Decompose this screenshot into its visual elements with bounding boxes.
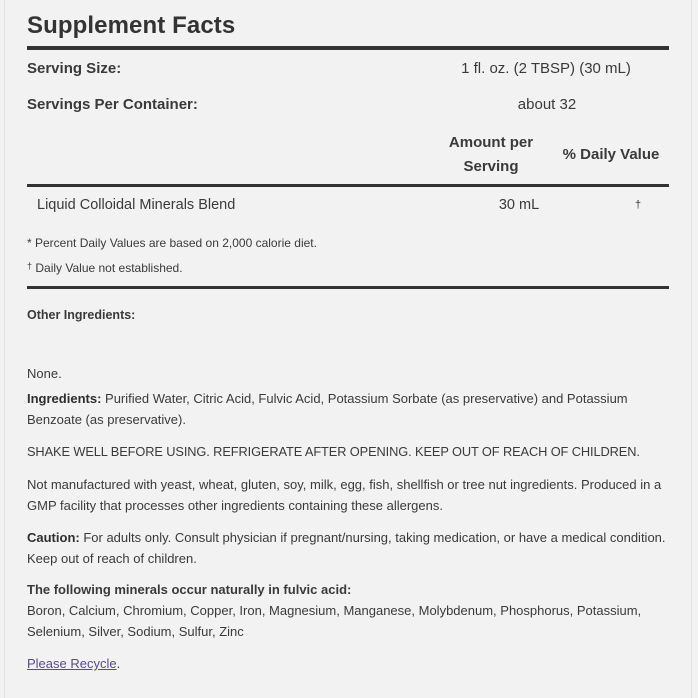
allergen-statement: Not manufactured with yeast, wheat, gluten, soy, milk, egg, fish, shellfish or tree nut ingredients. Produced in a GMP facility that processes other ingredients containing these allergens.	[27, 477, 662, 513]
ingredient-daily-value: †	[634, 199, 642, 211]
serving-size-row	[27, 60, 669, 80]
recycle-line	[27, 653, 669, 674]
table-header-rule	[27, 184, 669, 187]
minerals-list: Boron, Calcium, Chromium, Copper, Iron, Magnesium, Manganese, Molybdenum, Phosphorus, Potassium, Selenium, Silver, Sodium, Sulfur, Zinc	[27, 603, 642, 639]
footnote-rule	[27, 286, 669, 289]
dv-not-established-footnote	[27, 261, 183, 275]
caution-label: Caution:	[27, 530, 80, 545]
ingredients-text: Purified Water, Citric Acid, Fulvic Acid, Potassium Sorbate (as preservative) and Potassium Benzoate (as preservative).	[27, 391, 628, 427]
other-ingredients-value: None.	[27, 366, 62, 381]
amount-header-line1: Amount per	[448, 134, 534, 151]
servings-per-container-row	[27, 96, 669, 116]
serving-size-label: Serving Size:	[27, 60, 122, 77]
percent-daily-value-footnote: * Percent Daily Values are based on 2,000 calorie diet.	[27, 236, 317, 250]
servings-per-container-label: Servings Per Container:	[27, 96, 198, 113]
serving-size-value: 1 fl. oz. (2 TBSP) (30 mL)	[461, 60, 631, 77]
amount-per-serving-header	[428, 131, 554, 179]
dv-not-established-text: Daily Value not established.	[35, 261, 183, 275]
title-rule	[27, 46, 669, 50]
caution-paragraph	[27, 527, 669, 569]
amount-header-line2: Serving	[463, 158, 519, 175]
ingredients-label: Ingredients:	[27, 391, 102, 406]
please-recycle-link[interactable]: Please Recycle	[27, 656, 117, 671]
daily-value-header: % Daily Value	[562, 146, 660, 163]
recycle-suffix: .	[116, 656, 121, 671]
supplement-facts-title: Supplement Facts	[27, 12, 236, 39]
dagger-mark: †	[27, 261, 33, 271]
ingredient-amount: 30 mL	[498, 197, 540, 213]
servings-per-container-value: about 32	[517, 96, 577, 113]
minerals-heading: The following minerals occur naturally in fulvic acid:	[27, 582, 352, 597]
other-ingredients-heading: Other Ingredients:	[27, 308, 136, 322]
caution-text: For adults only. Consult physician if pregnant/nursing, taking medication, or have a medical condition. Keep out of reach of children.	[27, 530, 666, 566]
ingredients-paragraph	[27, 388, 669, 430]
storage-warning: SHAKE WELL BEFORE USING. REFRIGERATE AFTER OPENING. KEEP OUT OF REACH OF CHILDREN.	[27, 444, 640, 459]
ingredient-name: Liquid Colloidal Minerals Blend	[37, 197, 236, 213]
